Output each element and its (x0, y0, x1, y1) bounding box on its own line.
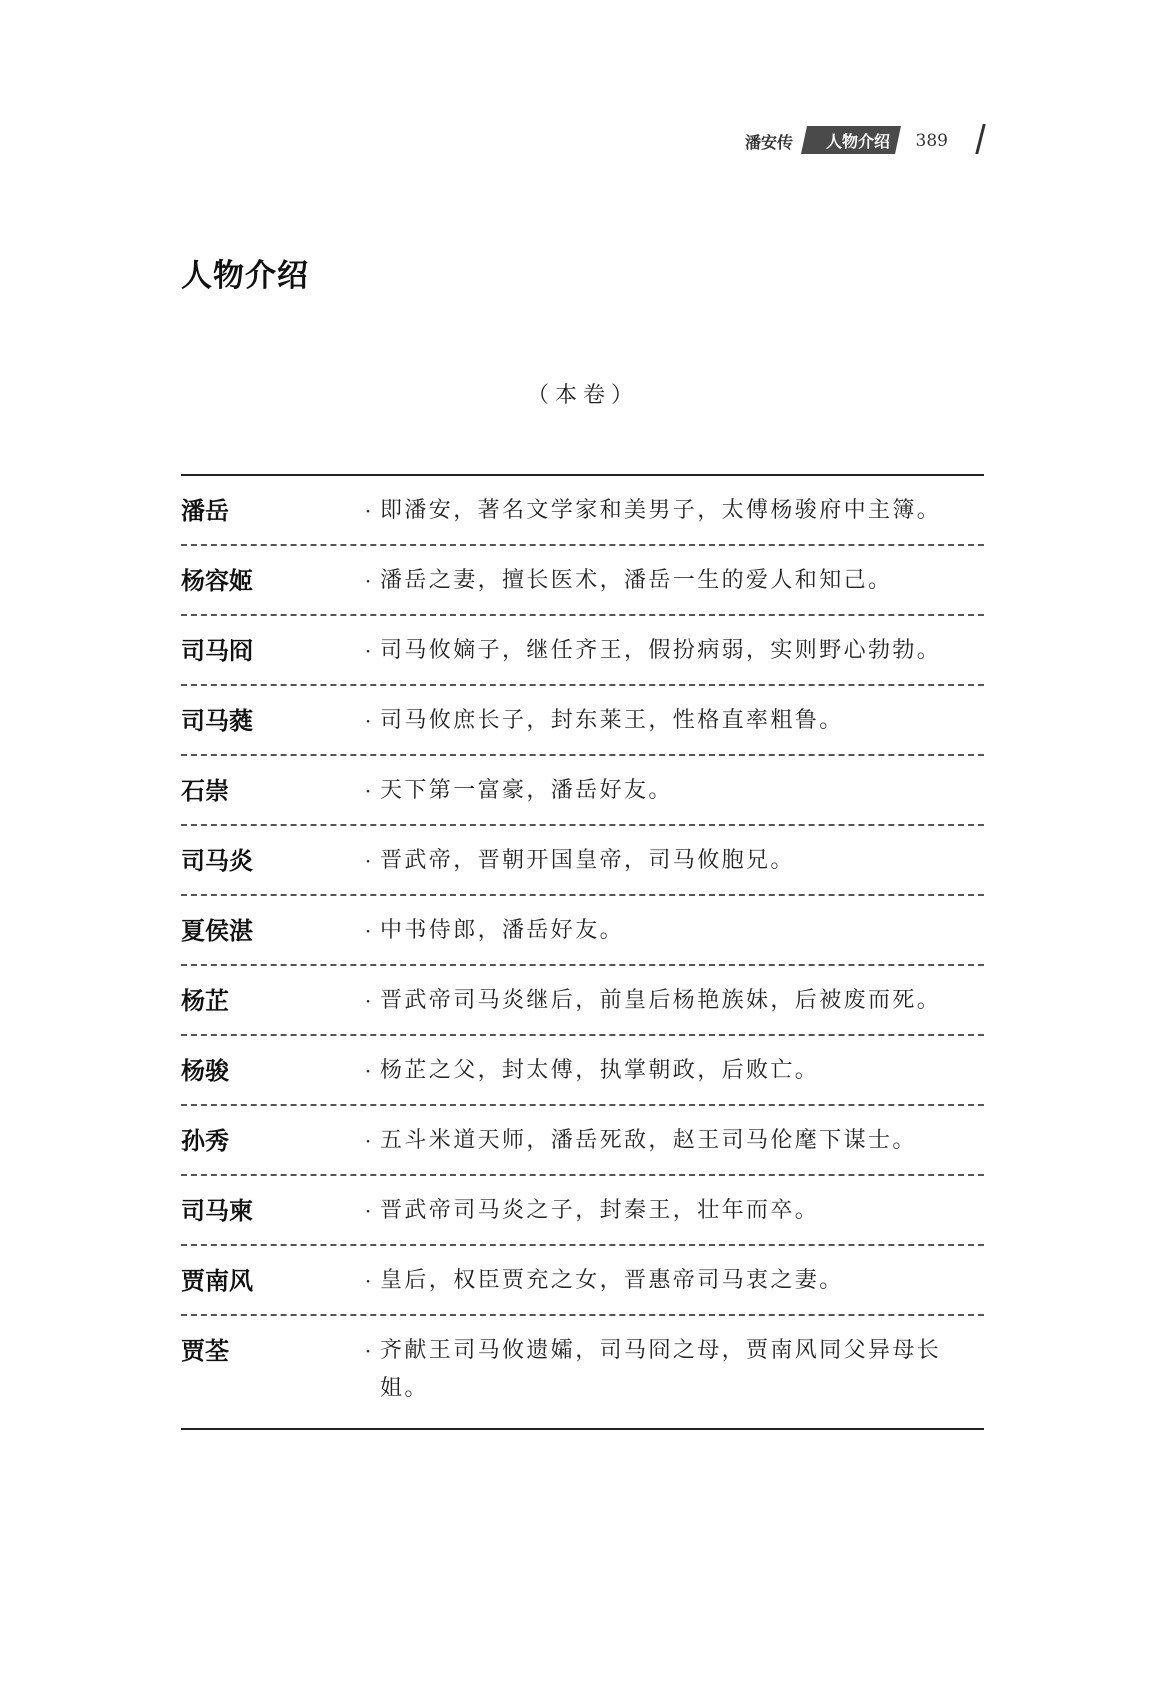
character-description: 皇后，权臣贾充之女，晋惠帝司马衷之妻。 (380, 1268, 844, 1293)
character-name: 司马蕤 (181, 707, 253, 735)
character-description: 晋武帝，晋朝开国皇帝，司马攸胞兄。 (380, 848, 795, 873)
character-name: 贾荃 (181, 1337, 229, 1365)
bullet-dot: · (364, 1059, 372, 1083)
bullet-dot: · (364, 849, 372, 873)
character-name: 贾南风 (181, 1267, 253, 1295)
bullet-dot: · (364, 709, 372, 733)
running-head-slash-ornament (975, 124, 985, 154)
character-row (181, 826, 984, 896)
character-description: 晋武帝司马炎继后，前皇后杨艳族妹，后被废而死。 (380, 988, 942, 1013)
running-head-section-label: 人物介绍 (825, 132, 890, 151)
character-row (181, 1036, 984, 1106)
bullet-dot: · (364, 499, 372, 523)
bullet-dot: · (364, 919, 372, 943)
character-row (181, 966, 984, 1036)
page-number: 389 (915, 131, 948, 151)
character-description: 杨芷之父，封太傅，执掌朝政，后败亡。 (380, 1058, 820, 1083)
bullet-dot: · (364, 1129, 372, 1153)
character-description: 中书侍郎，潘岳好友。 (380, 918, 625, 943)
character-name: 杨骏 (181, 1057, 229, 1085)
bullet-dot: · (364, 779, 372, 803)
page-title: 人物介绍 (181, 258, 309, 294)
character-row (181, 476, 984, 546)
character-description: 五斗米道天师，潘岳死敌，赵王司马伦麾下谋士。 (380, 1128, 917, 1153)
character-name: 潘岳 (181, 497, 229, 525)
character-row (181, 1246, 984, 1316)
character-row (181, 756, 984, 826)
character-name: 孙秀 (181, 1127, 229, 1155)
character-description: 司马攸庶长子，封东莱王，性格直率粗鲁。 (380, 708, 844, 733)
character-row (181, 1316, 984, 1428)
bullet-dot: · (364, 639, 372, 663)
character-row (181, 1106, 984, 1176)
bullet-dot: · (364, 1199, 372, 1223)
character-table (181, 474, 984, 1430)
character-row (181, 546, 984, 616)
bullet-dot: · (364, 1339, 372, 1363)
character-name: 司马炎 (181, 847, 253, 875)
character-description: 齐献王司马攸遗孀，司马冏之母，贾南风同父异母长姐。 (380, 1338, 942, 1401)
character-description: 潘岳之妻，擅长医术，潘岳一生的爱人和知己。 (380, 568, 893, 593)
character-row (181, 686, 984, 756)
running-head-book-title: 潘安传 (744, 133, 793, 152)
character-name: 夏侯湛 (181, 917, 253, 945)
character-row (181, 616, 984, 686)
character-description: 即潘安，著名文学家和美男子，太傅杨骏府中主簿。 (380, 498, 942, 523)
volume-subtitle: （本卷） (526, 383, 639, 408)
character-name: 石崇 (181, 777, 229, 805)
character-name: 杨容姬 (181, 567, 253, 595)
bullet-dot: · (364, 569, 372, 593)
character-name: 杨芷 (181, 987, 229, 1015)
character-name: 司马柬 (181, 1197, 253, 1225)
character-row (181, 896, 984, 966)
character-description: 晋武帝司马炎之子，封秦王，壮年而卒。 (380, 1198, 820, 1223)
bullet-dot: · (364, 1269, 372, 1293)
bullet-dot: · (364, 989, 372, 1013)
character-row (181, 1176, 984, 1246)
character-description: 司马攸嫡子，继任齐王，假扮病弱，实则野心勃勃。 (380, 638, 942, 663)
character-description: 天下第一富豪，潘岳好友。 (380, 778, 673, 803)
character-name: 司马冏 (181, 637, 253, 665)
running-head (0, 126, 990, 158)
